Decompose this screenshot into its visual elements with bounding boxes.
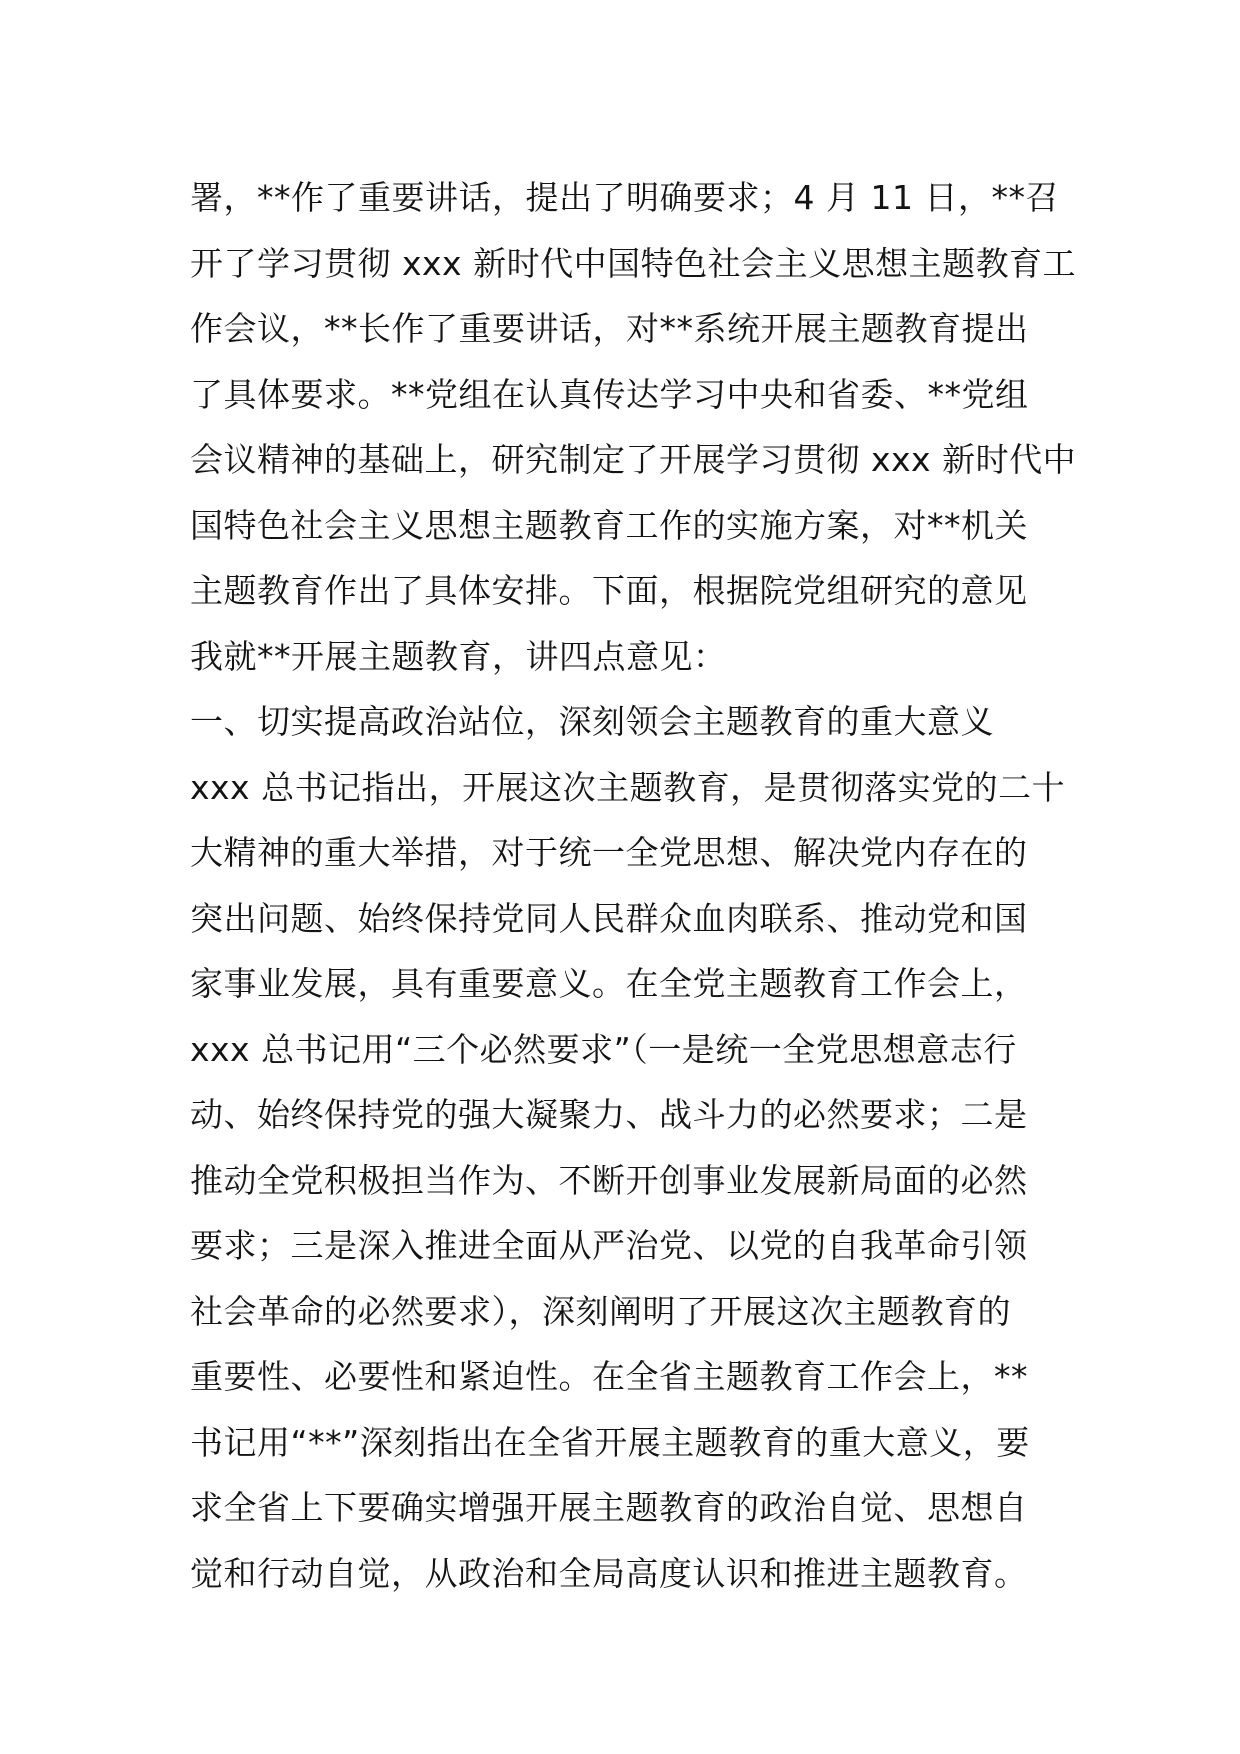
text-line: 家事业发展，具有重要意义。在全党主题教育工作会上， (190, 964, 1028, 1003)
text-line: 动、始终保持党的强大凝聚力、战斗力的必然要求；二是 (190, 1095, 1028, 1134)
text-line: xxx 总书记指出，开展这次主题教育，是贯彻落实党的二十 (190, 767, 1066, 807)
text-line: 国特色社会主义思想主题教育工作的实施方案，对**机关 (190, 505, 1028, 545)
text-line: 我就**开展主题教育，讲四点意见： (190, 636, 727, 676)
text-line: 社会革命的必然要求），深刻阐明了开展这次主题教育的 (190, 1291, 1011, 1331)
text-line: 要求；三是深入推进全面从严治党、以党的自我革命引领 (190, 1226, 1028, 1265)
text-line: 书记用“**”深刻指出在全省开展主题教育的重大意义，要 (190, 1422, 1030, 1462)
text-line: 推动全党积极担当作为、不断开创事业发展新局面的必然 (190, 1160, 1028, 1200)
text-line: 作会议，**长作了重要讲话，对**系统开展主题教育提出 (190, 309, 1029, 348)
text-line: 求全省上下要确实增强开展主题教育的政治自觉、思想自 (190, 1488, 1028, 1527)
section-heading: 一、切实提高政治站位，深刻领会主题教育的重大意义 (190, 702, 994, 741)
text-line: xxx 总书记用“三个必然要求”（一是统一全党思想意志行 (190, 1029, 1017, 1069)
text-line: 会议精神的基础上，研究制定了开展学习贯彻 xxx 新时代中 (190, 440, 1077, 479)
text-line: 开了学习贯彻 xxx 新时代中国特色社会主义思想主题教育工 (190, 243, 1077, 283)
text-line: 重要性、必要性和紧迫性。在全省主题教育工作会上，** (190, 1357, 1028, 1396)
text-line: 了具体要求。**党组在认真传达学习中央和省委、**党组 (190, 374, 1029, 414)
text-line: 突出问题、始终保持党同人民群众血肉联系、推动党和国 (190, 898, 1028, 938)
text-line: 署，**作了重要讲话，提出了明确要求；4 月 11 日，**召 (190, 178, 1059, 217)
text-line: 主题教育作出了具体安排。下面，根据院党组研究的意见 (190, 571, 1028, 610)
text-line: 大精神的重大举措，对于统一全党思想、解决党内存在的 (190, 833, 1028, 872)
text-line: 觉和行动自觉，从政治和全局高度认识和推进主题教育。 (190, 1553, 1028, 1593)
document-body (190, 165, 1090, 1606)
